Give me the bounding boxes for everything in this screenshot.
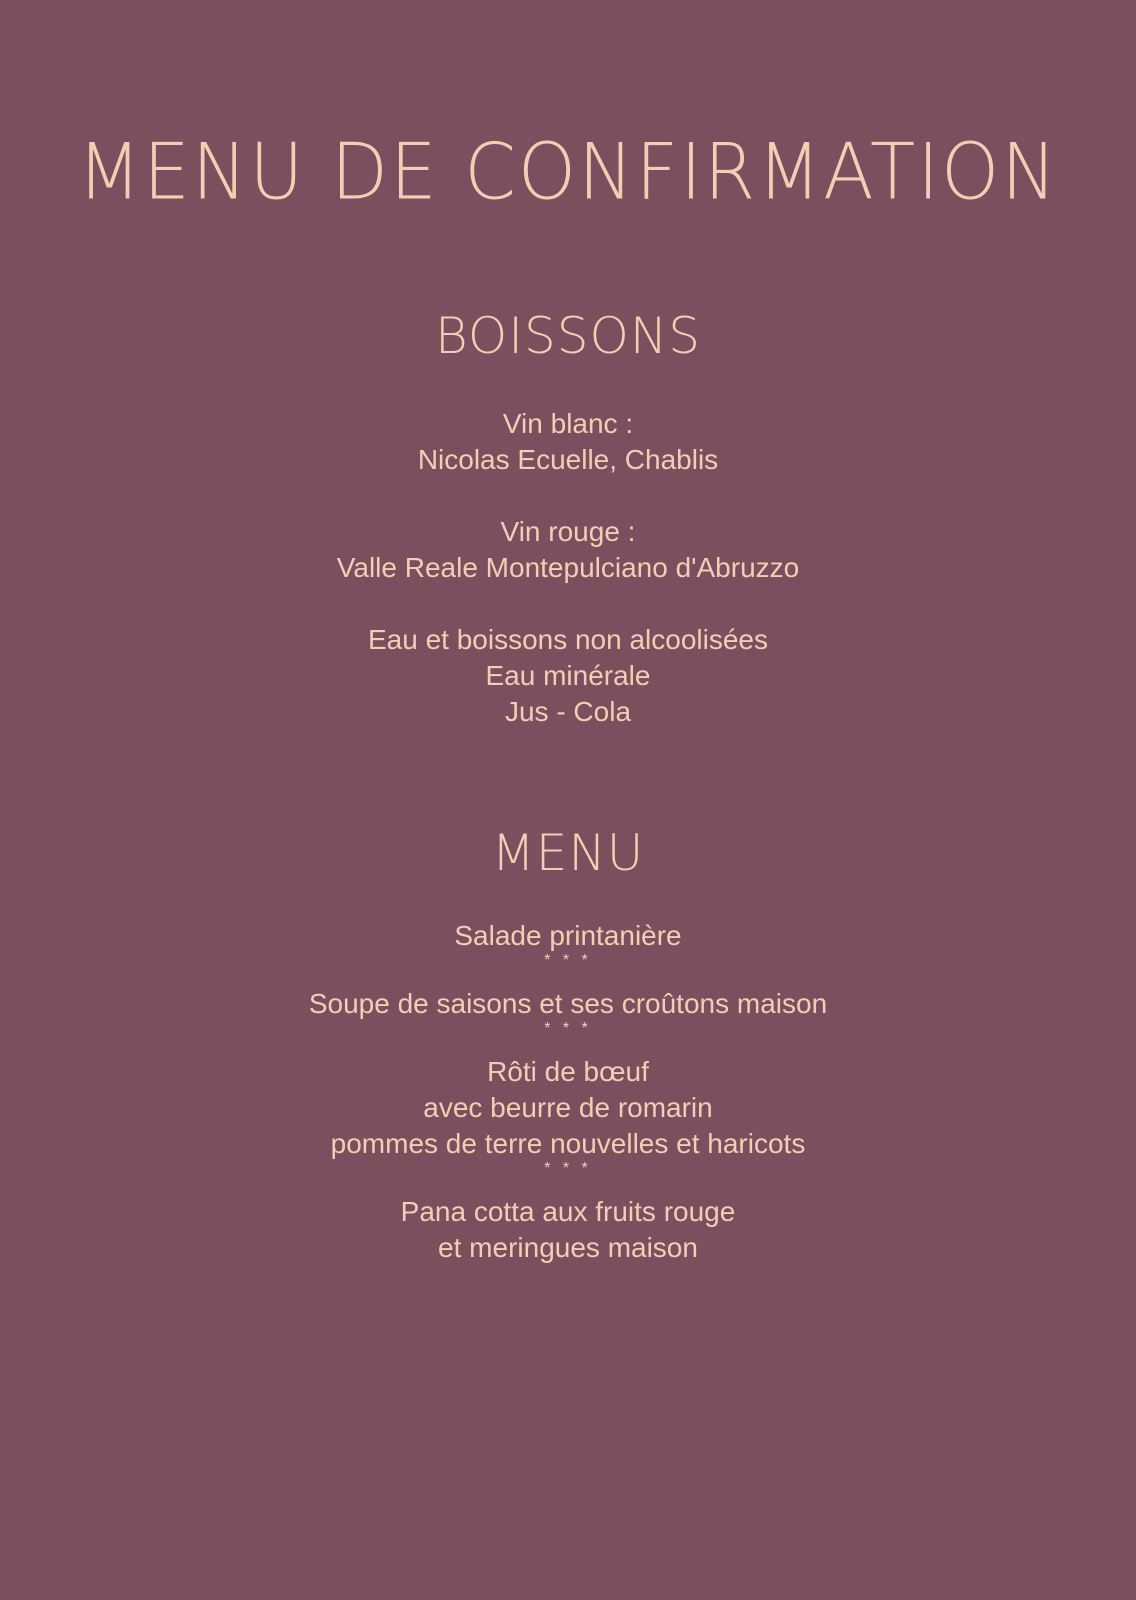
course-main-sides: pommes de terre nouvelles et haricots (330, 1128, 806, 1159)
course-main-title: Rôti de bœuf (487, 1056, 649, 1087)
drink-white-wine-name: Nicolas Ecuelle, Chablis (417, 444, 719, 475)
drinks-spacer (0, 586, 1136, 622)
menu-heading: MENU (491, 824, 645, 882)
drink-juice-cola: Jus - Cola (504, 696, 632, 727)
drink-mineral-water: Eau minérale (485, 660, 651, 691)
course-dessert-title: Pana cotta aux fruits rouge (400, 1196, 736, 1227)
drink-white-wine-label: Vin blanc : (502, 408, 634, 439)
drinks-list (0, 406, 1136, 730)
drink-soft-drinks-label: Eau et boissons non alcoolisées (367, 624, 769, 655)
course-starter: Salade printanière (454, 920, 682, 951)
course-dessert-detail: et meringues maison (438, 1232, 698, 1263)
page-title: MENU DE CONFIRMATION (77, 126, 1059, 218)
drink-red-wine-name: Valle Reale Montepulciano d'Abruzzo (336, 552, 800, 583)
drinks-heading: BOISSONS (435, 307, 701, 365)
course-main-detail: avec beurre de romarin (423, 1092, 713, 1123)
course-soup: Soupe de saisons et ses croûtons maison (308, 988, 828, 1019)
course-separator: * * * (544, 1020, 592, 1037)
course-separator: * * * (544, 952, 592, 969)
course-separator: * * * (544, 1160, 592, 1177)
menu-list (0, 918, 1136, 1266)
drinks-spacer (0, 478, 1136, 514)
drink-red-wine-label: Vin rouge : (500, 516, 636, 547)
